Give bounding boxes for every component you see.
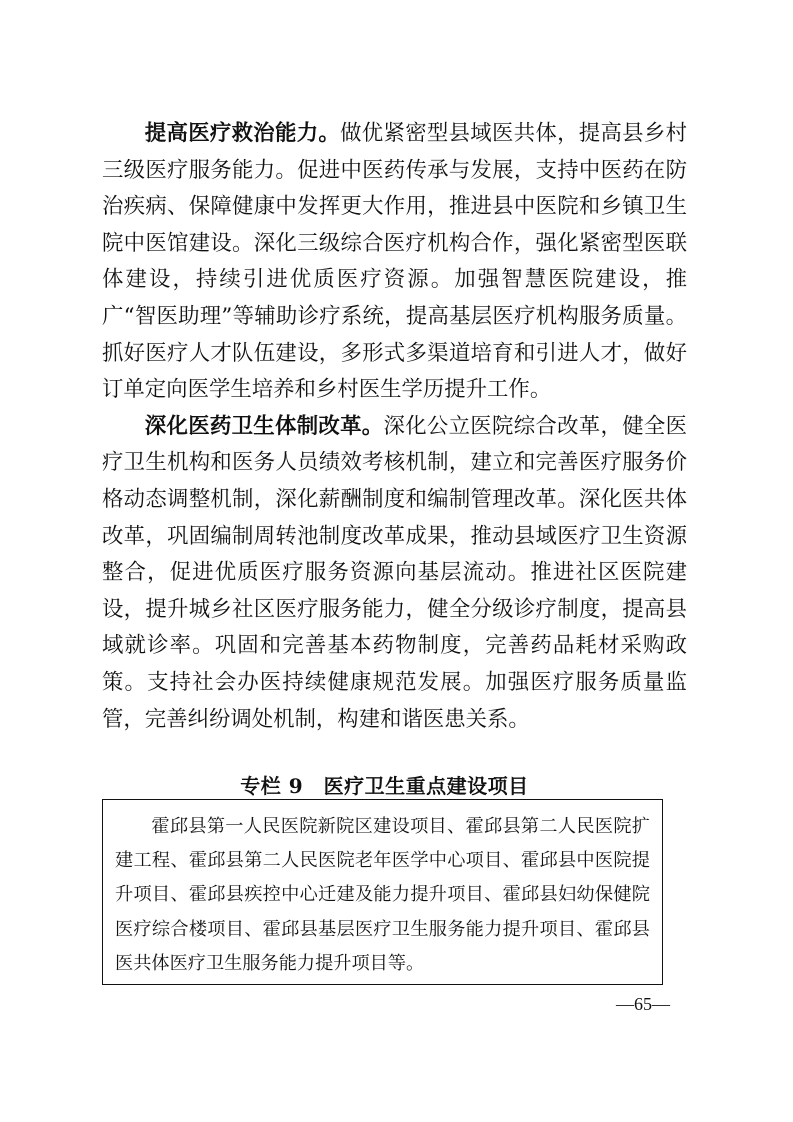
paragraph-medical-treatment bbox=[102, 116, 687, 409]
column-title: 专栏 9 医疗卫生重点建设项目 bbox=[240, 774, 529, 798]
page-number: —65— bbox=[616, 994, 670, 1014]
paragraph-lead: 提高医疗救治能力。 bbox=[144, 121, 341, 146]
column-box bbox=[102, 799, 663, 985]
document-body bbox=[102, 116, 687, 738]
column-text: 霍邱县第一人民医院新院区建设项目、霍邱县第二人民医院扩建工程、霍邱县第二人民医院老年医学中心项目、霍邱县中医院提升项目、霍邱县疾控中心迁建及能力提升项目、霍邱县妇幼保健院医疗综合楼项目、霍邱县基层医疗卫生服务能力提升项目、霍邱县医共体医疗卫生服务能力提升项目等。 bbox=[115, 816, 650, 974]
paragraph-health-reform bbox=[102, 409, 687, 738]
paragraph-text: 深化公立医院综合改革，健全医疗卫生机构和医务人员绩效考核机制，建立和完善医疗服务价格动态调整机制，深化薪酬制度和编制管理改革。深化医共体改革，巩固编制周转池制度改革成果，推动县域医疗卫生资源整合，促进优质医疗服务资源向基层流动。推进社区医院建设，提升城乡社区医疗服务能力，健全分级诊疗制度，提高县域就诊率。巩固和完善基本药物制度，完善药品耗材采购政策。支持社会办医持续健康规范发展。加强医疗服务质量监管，完善纠纷调处机制，构建和谐医患关系。 bbox=[102, 413, 687, 732]
paragraph-text: 做优紧密型县域医共体，提高县乡村三级医疗服务能力。促进中医药传承与发展，支持中医药在防治疾病、保障健康中发挥更大作用，推进县中医院和乡镇卫生院中医馆建设。深化三级综合医疗机构合作，强化紧密型医联体建设，持续引进优质医疗资源。加强智慧医院建设，推广“智医助理”等辅助诊疗系统，提高基层医疗机构服务质量。抓好医疗人才队伍建设，多形式多渠道培育和引进人才，做好订单定向医学生培养和乡村医生学历提升工作。 bbox=[102, 121, 687, 403]
paragraph-lead: 深化医药卫生体制改革。 bbox=[144, 413, 384, 439]
